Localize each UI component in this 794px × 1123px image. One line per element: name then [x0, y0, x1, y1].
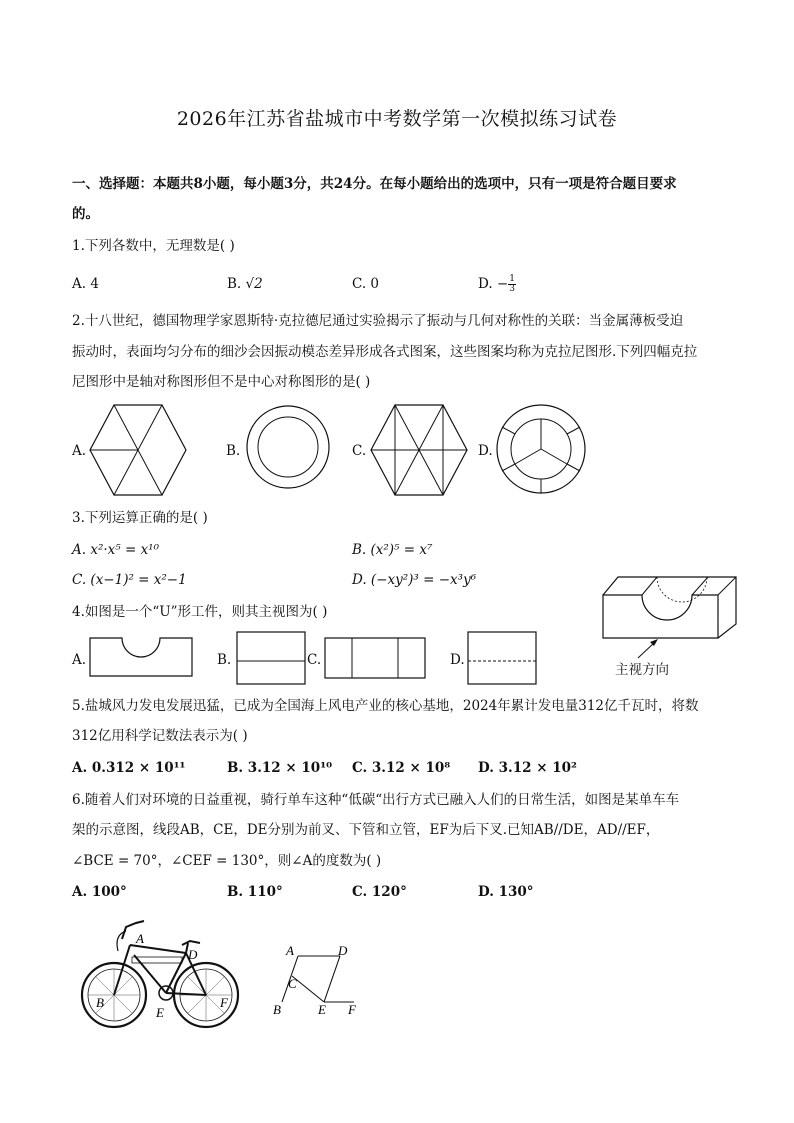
geo-label-d: D — [338, 943, 348, 958]
bike-label-b: B — [96, 995, 104, 1010]
u-workpiece-figure — [600, 573, 740, 663]
q6-option-d: D. 130° — [478, 884, 534, 900]
q6-line2: 架的示意图，线段AB，CE，DE分别为前叉、下管和立管，EF为后下叉.已知AB//DE，AD//EF， — [72, 822, 660, 838]
bike-label-a: A — [136, 931, 144, 946]
q6-option-c: C. 120° — [352, 884, 407, 900]
q6-option-a: A. 100° — [72, 884, 127, 900]
q6-option-b: B. 110° — [227, 884, 283, 900]
q5-option-c: C. 3.12 × 10⁸ — [352, 760, 451, 776]
bike-label-d: D — [188, 947, 198, 962]
q6-line1: 6.随着人们对环境的日益重视，骑行单车这种“低碳“出行方式已融入人们的日常生活，如图是某单车车 — [72, 792, 680, 808]
q2-line1: 2.十八世纪，德国物理学家恩斯特·克拉德尼通过实验揭示了振动与几何对称性的关联：当金属薄板受迫 — [72, 313, 684, 329]
q3-option-c: C. (x−1)² = x²−1 — [72, 572, 187, 588]
front-view-option-c — [324, 637, 426, 679]
q2-line3: 尼图形中是轴对称图形但不是中心对称图形的是( ) — [72, 374, 371, 390]
q5-option-d: D. 3.12 × 10² — [478, 760, 577, 776]
q4-label-c: C. — [307, 652, 322, 668]
q4-label-b: B. — [217, 652, 232, 668]
chladni-figure-b — [246, 405, 330, 489]
frame-geometry-diagram — [270, 940, 370, 1020]
bike-label-f: F — [220, 995, 228, 1010]
q1-option-d: D. − $\frac{1}{3}$ — [478, 274, 515, 294]
q2-line2: 振动时，表面均匀分布的细沙会因振动模态差异形成各式图案，这些图案均称为克拉尼图形.下列四幅克拉 — [72, 344, 698, 360]
front-view-option-a — [89, 637, 193, 677]
q2-label-c: C. — [352, 443, 367, 459]
geo-label-e: E — [318, 1002, 326, 1017]
q3-stem: 3.下列运算正确的是( ) — [72, 510, 208, 526]
section-heading-line2: 的。 — [72, 206, 99, 222]
q1-option-b: B. √2 — [227, 276, 263, 292]
geo-label-c: C — [288, 976, 297, 991]
q4-label-a: A. — [72, 652, 87, 668]
geo-label-b: B — [273, 1002, 281, 1017]
q5-option-a: A. 0.312 × 10¹¹ — [72, 760, 186, 776]
q5-line2: 312亿用科学记数法表示为( ) — [72, 728, 248, 744]
q3-option-a: A. x²·x⁵ = x¹⁰ — [72, 542, 160, 558]
q4-stem: 4.如图是一个“U”形工件，则其主视图为( ) — [72, 604, 328, 620]
q2-label-d: D. — [478, 443, 493, 459]
q6-line3: ∠BCE = 70°，∠CEF = 130°，则∠A的度数为( ) — [72, 853, 382, 869]
bicycle-illustration — [78, 915, 244, 1030]
q1-option-a: A. 4 — [72, 276, 99, 292]
q2-label-a: A. — [72, 443, 87, 459]
view-direction-label: 主视方向 — [615, 662, 669, 678]
q2-label-b: B. — [226, 443, 241, 459]
chladni-figure-c — [369, 404, 469, 496]
q4-label-d: D. — [450, 652, 465, 668]
section-heading-line1: 一、选择题：本题共8小题，每小题3分，共24分。在每小题给出的选项中，只有一项是符合题目要求 — [72, 176, 677, 192]
geo-label-a: A — [286, 943, 294, 958]
chladni-figure-d — [496, 404, 586, 494]
q5-line1: 5.盐城风力发电发展迅猛，已成为全国海上风电产业的核心基地，2024年累计发电量312亿千瓦时，将数 — [72, 698, 699, 714]
bike-label-e: E — [156, 1005, 164, 1020]
geo-label-f: F — [348, 1002, 356, 1017]
q1-option-c: C. 0 — [352, 276, 380, 292]
q3-option-b: B. (x²)⁵ = x⁷ — [352, 542, 433, 558]
chladni-figure-a — [88, 404, 188, 496]
q5-option-b: B. 3.12 × 10¹⁰ — [227, 760, 333, 776]
q1-stem: 1.下列各数中，无理数是( ) — [72, 238, 235, 254]
front-view-option-d — [467, 631, 537, 685]
q3-option-d: D. (−xy²)³ = −x³y⁶ — [352, 572, 477, 588]
page-title: 2026年江苏省盐城市中考数学第一次模拟练习试卷 — [176, 108, 618, 130]
front-view-option-b — [236, 631, 306, 685]
